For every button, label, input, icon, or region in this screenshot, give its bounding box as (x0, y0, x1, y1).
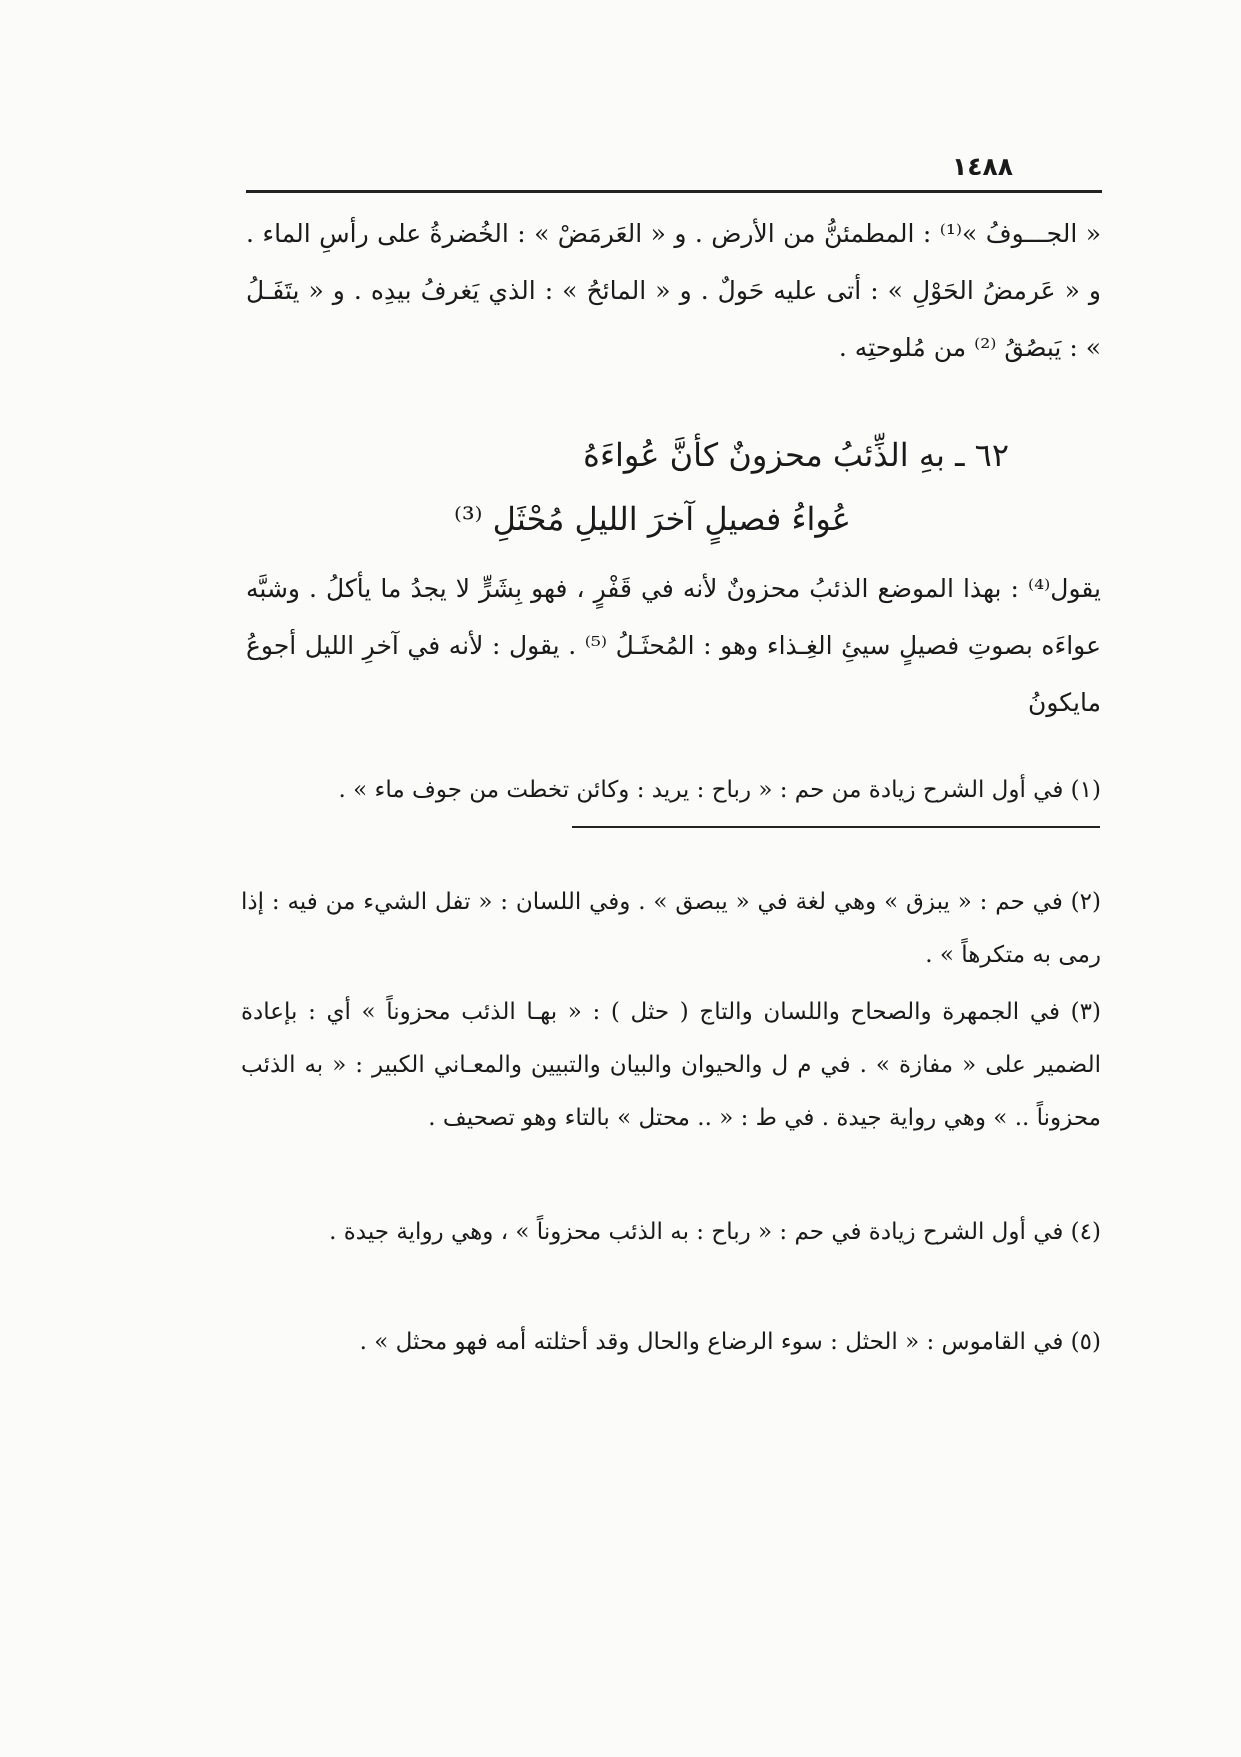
footnote-5 (241, 1316, 1101, 1369)
footnote-text: في أول الشرح زيادة من حم : « رباح : يريد : وكائن تخطت من جوف ماء » . (338, 777, 1064, 803)
page-number: ١٤٨٨ (952, 152, 1014, 181)
footnote-3 (241, 986, 1101, 1145)
commentary-paragraph-2: يقول⁽⁴⁾ : بهذا الموضع الذئبُ محزونٌ لأنه في قَفْرٍ ، فهو بِشَرٍّ لا يجدُ ما يأكلُ . وشبَّه عواءَه بصوتِ فصيلٍ سيئِ الغِـذاء وهو : المُحثَـلُ ⁽⁵⁾ . يقول : لأنه في آخرِ الليل أجوعُ مايكونُ (246, 574, 1101, 717)
footnote-label: (٢) (1070, 889, 1101, 915)
footnote-label: (٣) (1070, 999, 1101, 1025)
footnote-text: في الجمهرة والصحاح واللسان والتاج ( حثل ) : « بهـا الذئب محزوناً » أي : بإعادة الضمير على « مفازة » . في م ل والحيوان والبيان والتبيين والمعـاني الكبير : « به الذئب محزوناً .. » وهي رواية جيدة . في ط : « .. محتل » بالتاء وهو تصحيف . (241, 999, 1101, 1131)
footnote-text: في أول الشرح زيادة في حم : « رباح : به الذئب محزوناً » ، وهي رواية جيدة . (329, 1219, 1064, 1245)
commentary-paragraph-1: « الجـــوفُ »⁽¹⁾ : المطمئنُّ من الأرض . و « العَرمَضْ » : الخُضرةُ على رأسِ الماء . و « عَرمضُ الحَوْلِ » : أتى عليه حَولٌ . و « المائحُ » : الذي يَغرفُ بيدِه . و « يتَفَـلُ » : يَبصُقُ ⁽²⁾ من مُلوحتِه . (246, 219, 1101, 362)
verse-line-2: عُواءُ فصيلٍ آخرَ الليلِ مُحْثَلِ ⁽³⁾ (453, 500, 851, 538)
footnote-label: (٥) (1070, 1329, 1101, 1355)
footnote-2 (241, 876, 1101, 982)
footnote-text: في القاموس : « الحثل : سوء الرضاع والحال وقد أحثلته أمه فهو محثل » . (359, 1329, 1064, 1355)
footnote-rule (572, 826, 1100, 828)
footnote-label: (١) (1070, 777, 1101, 803)
footnote-label: (٤) (1070, 1219, 1101, 1245)
footnote-4 (241, 1206, 1101, 1259)
verse-line-1: ٦٢ ـ بهِ الذِّئبُ محزونٌ كأنَّ عُواءَهُ (583, 436, 1009, 474)
footnote-1 (241, 764, 1101, 817)
footnote-text: في حم : « يبزق » وهي لغة في « يبصق » . وفي اللسان : « تفل الشيء من فيه : إذا رمى به متكرهاً » . (241, 889, 1101, 968)
header-rule (246, 190, 1102, 193)
